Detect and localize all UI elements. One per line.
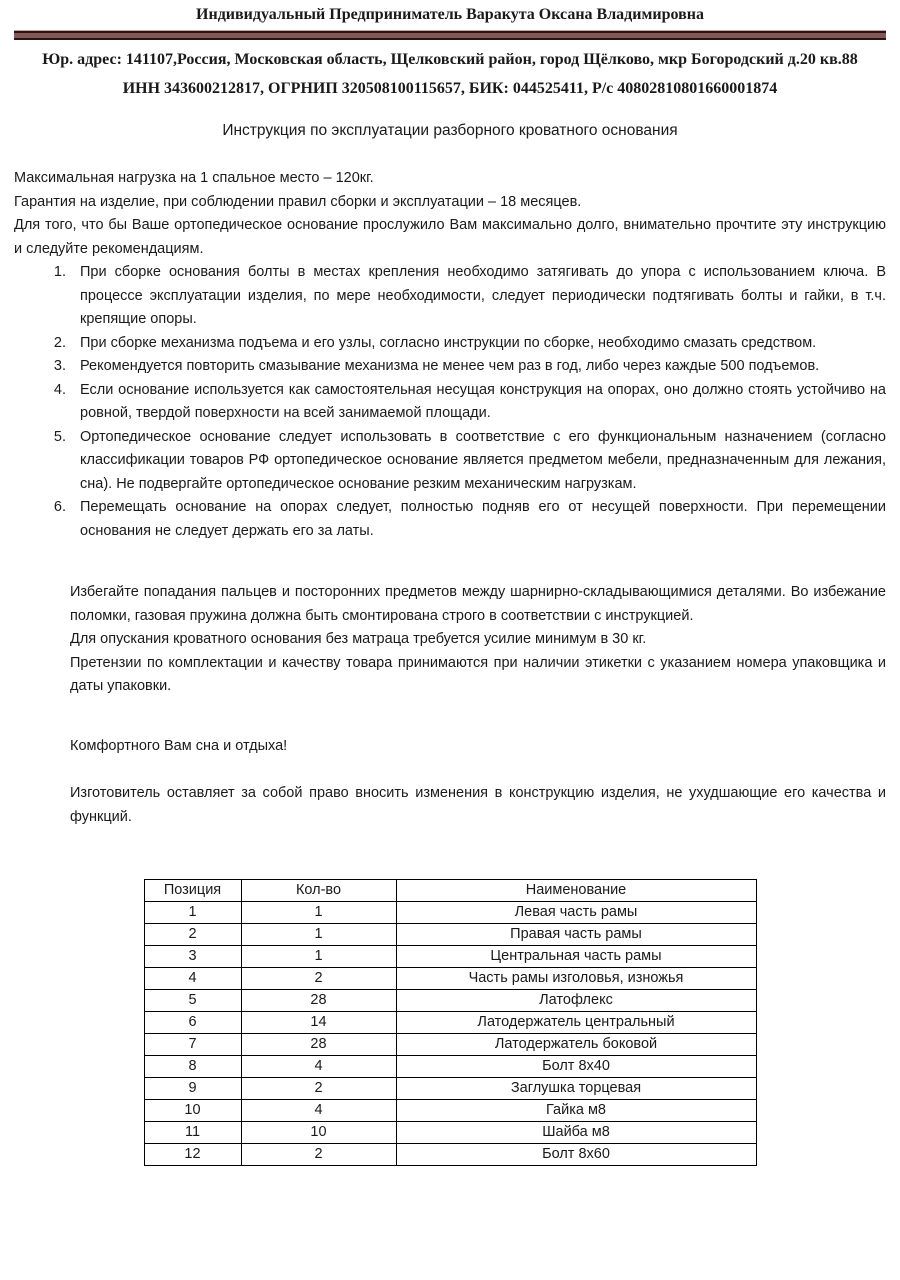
table-row — [144, 1122, 756, 1144]
cell-name: Часть рамы изголовья, изножья — [396, 968, 756, 990]
cell-quantity: 2 — [241, 1078, 396, 1100]
col-header-name: Наименование — [396, 880, 756, 902]
cell-position: 7 — [144, 1034, 241, 1056]
company-requisites: ИНН 343600212817, ОГРНИП 320508100115657, БИК: 044525411, Р/с 40802810801660001874 — [122, 80, 778, 97]
cell-name: Заглушка торцевая — [396, 1078, 756, 1100]
intro-block — [14, 167, 886, 261]
cell-name: Латодержатель боковой — [396, 1034, 756, 1056]
cell-quantity: 4 — [241, 1100, 396, 1122]
cell-name: Центральная часть рамы — [396, 946, 756, 968]
cell-position: 3 — [144, 946, 241, 968]
rules-list — [14, 261, 886, 543]
cell-position: 11 — [144, 1122, 241, 1144]
cell-name: Шайба м8 — [396, 1122, 756, 1144]
cell-quantity: 14 — [241, 1012, 396, 1034]
intro-line: Для того, что бы Ваше ортопедическое основание прослужило Вам максимально долго, внимательно прочтите эту инструкцию и следуйте рекомендациям. — [14, 217, 886, 257]
cell-name: Латодержатель центральный — [396, 1012, 756, 1034]
intro-line: Максимальная нагрузка на 1 спальное место – 120кг. — [14, 170, 374, 186]
table-row — [144, 1100, 756, 1122]
col-header-quantity: Кол-во — [241, 880, 396, 902]
cell-name: Левая часть рамы — [396, 902, 756, 924]
claims-paragraph: Претензии по комплектации и качеству товара принимаются при наличии этикетки с указанием номера упаковщика и даты упаковки. — [70, 654, 886, 694]
warning-paragraph: Избегайте попадания пальцев и посторонних предметов между шарнирно-складывающимися деталями. Во избежание поломки, газовая пружина должна быть смонтирована строго в соответствии с инструкцией. — [70, 584, 886, 624]
cell-quantity: 1 — [241, 902, 396, 924]
cell-quantity: 2 — [241, 1144, 396, 1166]
rule-item: 6. Перемещать основание на опорах следует, полностью подняв его от несущей поверхности. При перемещении основания не следует держать его за латы. — [70, 496, 886, 543]
wish-line: Комфортного Вам сна и отдыха! — [70, 737, 288, 754]
parts-table — [144, 879, 757, 1166]
table-row — [144, 946, 756, 968]
cell-quantity: 1 — [241, 946, 396, 968]
cell-name: Болт 8х40 — [396, 1056, 756, 1078]
table-row — [144, 1078, 756, 1100]
table-row — [144, 1034, 756, 1056]
table-row — [144, 924, 756, 946]
cell-name: Латофлекс — [396, 990, 756, 1012]
col-header-position: Позиция — [144, 880, 241, 902]
legal-address: Юр. адрес: 141107,Россия, Московская область, Щелковский район, город Щёлково, мкр Богородский д.20 кв.88 — [42, 51, 858, 68]
cell-position: 8 — [144, 1056, 241, 1078]
table-row — [144, 1056, 756, 1078]
cell-quantity: 1 — [241, 924, 396, 946]
cell-position: 5 — [144, 990, 241, 1012]
table-row — [144, 1012, 756, 1034]
rule-item: 3. Рекомендуется повторить смазывание механизма не менее чем раз в год, либо через каждые 500 подъемов. — [70, 355, 886, 379]
notes-block — [70, 581, 886, 829]
table-header-row — [144, 880, 756, 902]
cell-position: 6 — [144, 1012, 241, 1034]
cell-position: 12 — [144, 1144, 241, 1166]
cell-quantity: 28 — [241, 1034, 396, 1056]
rule-item: 4. Если основание используется как самостоятельная несущая конструкция на опорах, оно должно стоять устойчиво на ровной, твердой поверхности на всей занимаемой площади. — [70, 379, 886, 426]
header-divider — [14, 30, 886, 41]
intro-line: Гарантия на изделие, при соблюдении правил сборки и эксплуатации – 18 месяцев. — [14, 193, 582, 210]
cell-position: 2 — [144, 924, 241, 946]
table-row — [144, 968, 756, 990]
cell-quantity: 4 — [241, 1056, 396, 1078]
cell-quantity: 2 — [241, 968, 396, 990]
effort-paragraph: Для опускания кроватного основания без матраца требуется усилие минимум в 30 кг. — [70, 631, 647, 647]
table-row — [144, 1144, 756, 1166]
cell-name: Правая часть рамы — [396, 924, 756, 946]
cell-name: Гайка м8 — [396, 1100, 756, 1122]
document-title: Инструкция по эксплуатации разборного кроватного основания — [222, 122, 678, 139]
company-name: Индивидуальный Предприниматель Варакута Оксана Владимировна — [196, 6, 704, 23]
cell-position: 10 — [144, 1100, 241, 1122]
table-row — [144, 990, 756, 1012]
rule-item: 2. При сборке механизма подъема и его узлы, согласно инструкции по сборке, необходимо смазать средством. — [70, 332, 886, 356]
cell-position: 4 — [144, 968, 241, 990]
rule-item: 1. При сборке основания болты в местах крепления необходимо затягивать до упора с использованием ключа. В процессе эксплуатации изделия, по мере необходимости, следует периодически подтягивать болты и гайки, в т.ч. крепящие опоры. — [70, 261, 886, 332]
cell-name: Болт 8х60 — [396, 1144, 756, 1166]
cell-position: 1 — [144, 902, 241, 924]
cell-quantity: 28 — [241, 990, 396, 1012]
rule-item: 5. Ортопедическое основание следует использовать в соответствие с его функциональным назначением (согласно классификации товаров РФ ортопедическое основание является предметом мебели, предназначенным для лежания, сна). Не подвергайте ортопедическое основание резким механическим нагрузкам. — [70, 426, 886, 497]
cell-quantity: 10 — [241, 1122, 396, 1144]
manufacturer-note: Изготовитель оставляет за собой право вносить изменения в конструкцию изделия, не ухудшающие его качества и функций. — [70, 785, 886, 825]
cell-position: 9 — [144, 1078, 241, 1100]
table-row — [144, 902, 756, 924]
